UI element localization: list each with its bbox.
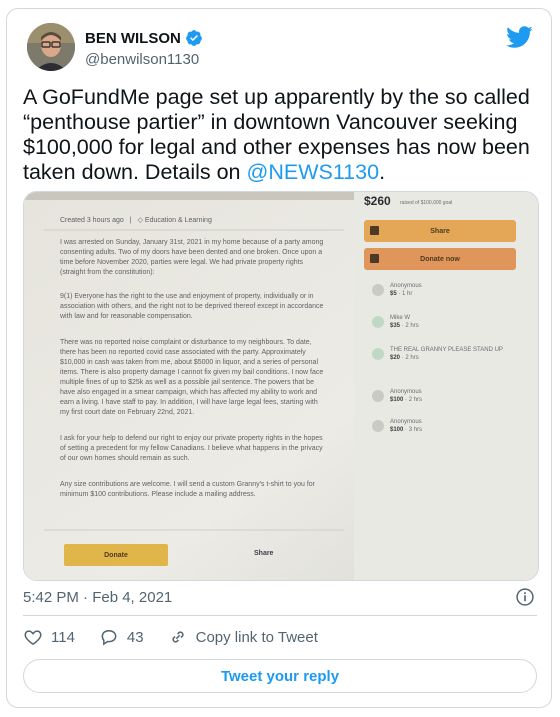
donor-time: 2 hrs	[405, 323, 419, 329]
like-count: 114	[51, 628, 75, 646]
author-name-row[interactable]	[85, 29, 203, 47]
donor-time: 2 hrs	[408, 397, 423, 403]
donate-square-icon	[370, 254, 379, 263]
donor-time: 3 hrs	[408, 427, 423, 433]
reply-count: 43	[126, 628, 144, 646]
copy-link-label: Copy link to Tweet	[195, 628, 318, 646]
donor-time: 2 hrs	[405, 355, 419, 361]
twitter-bird-icon[interactable]	[505, 23, 533, 51]
photo-amount: $260	[364, 194, 391, 208]
divider	[23, 615, 537, 616]
like-button[interactable]	[23, 627, 75, 647]
donor-icon	[372, 390, 384, 402]
avatar-photo-icon	[27, 23, 75, 71]
link-icon	[168, 627, 188, 647]
photo-created: Created 3 hours ago | ◇ Education & Learning	[60, 217, 212, 224]
donor-amount: $5	[390, 291, 397, 297]
donor-item: Anonymous $100 · 3 hrs	[390, 418, 510, 434]
verified-badge-icon	[185, 29, 203, 47]
tweet-reply-label: Tweet your reply	[220, 667, 340, 685]
donor-name: Mike W	[390, 315, 410, 321]
photo-donate-label: Donate	[104, 551, 128, 559]
photo-share-bottom[interactable]: Share	[254, 550, 274, 557]
photo-paragraph-4: I ask for your help to defend our right to enjoy our private property rights in the hopes of setting a precedent for my fellow Canadians. I believe what happens in the privacy of our own homes should remain as such.	[60, 435, 323, 462]
tweet-reply-button[interactable]	[23, 659, 537, 693]
donor-item: Anonymous $100 · 2 hrs	[390, 388, 510, 404]
donor-amount: $35	[390, 323, 401, 329]
tweet-card	[6, 8, 552, 708]
photo-share-label: Share	[430, 227, 450, 235]
donor-item: THE REAL GRANNY PLEASE STAND UP $20 · 2 hrs	[390, 346, 510, 362]
donor-item: Anonymous $5 · 1 hr	[390, 282, 510, 298]
tweet-body-end: .	[379, 160, 386, 184]
tweet-timestamp[interactable]: 5:42 PM · Feb 4, 2021	[23, 589, 173, 606]
tweet-body: A GoFundMe page set up apparently by the so called “penthouse partier” in downtown Vancouver seeking $100,000 for legal and other expenses has now been taken down. Details on	[23, 85, 530, 184]
donor-amount: $100	[390, 427, 404, 433]
photo-created-text: Created 3 hours ago	[60, 217, 124, 224]
donor-item: Mike W $35 · 2 hrs	[390, 314, 510, 330]
share-square-icon	[370, 226, 379, 235]
donor-name: THE REAL GRANNY PLEASE STAND UP	[390, 347, 503, 353]
author-handle[interactable]: @benwilson1130	[85, 51, 200, 68]
donor-name: Anonymous	[390, 419, 422, 425]
photo-paragraph-2: 9(1) Everyone has the right to the use and enjoyment of property, individually or in association with others, and the right not to be deprived thereof except in accordance with law and for reasonable compensation.	[60, 293, 324, 320]
copy-link-button[interactable]	[168, 627, 318, 647]
photo-share-button[interactable]	[364, 220, 516, 242]
photo-category: Education & Learning	[144, 217, 212, 224]
photo-goal: raised of $100,000 goal	[400, 200, 453, 206]
photo-paragraph-1: I was arrested on Sunday, January 31st, 2021 in my home because of a party among consenting adults. Two of my doors have been dented and one broken. Once upon a time before November 2020, parties were legal. We had private property rights (straight from the constitution):	[60, 239, 324, 276]
photo-paragraph-3: There was no reported noise complaint or disturbance to my neighbours. To date, there has been no reported covid case associated with the party. Approximately $10,000 in cash was taken from me, about $5000 in liquor, and a series of personal items. There is also property damage I cannot fix given my bail conditions. I now face multiple fines of up to $25k as well as a possible jail sentence. The powers that be have also engaged in a smear campaign, which has affected my ability to work and earn a living. I have staff to pay. In addition, I will have large legal fees, starting with my first court date on February 22nd, 2021.	[60, 339, 324, 416]
donor-amount: $100	[390, 397, 404, 403]
photo-donate-button[interactable]	[64, 544, 168, 566]
donor-icon	[372, 348, 384, 360]
tweet-text	[23, 85, 533, 185]
author-name[interactable]: BEN WILSON	[85, 29, 181, 47]
info-icon[interactable]	[515, 587, 535, 607]
donor-icon	[372, 316, 384, 328]
tweet-photo[interactable]	[23, 191, 539, 581]
donor-icon	[372, 284, 384, 296]
reply-bubble-icon	[99, 627, 119, 647]
avatar[interactable]	[27, 23, 75, 71]
reply-count-button[interactable]	[99, 627, 144, 647]
heart-icon	[23, 627, 43, 647]
photo-paragraph-5: Any size contributions are welcome. I will send a custom Granny's t-shirt to you for minimum $100 contributions. Please include a mailing address.	[60, 481, 315, 498]
donor-name: Anonymous	[390, 389, 422, 395]
tag-icon: ◇	[137, 217, 143, 224]
action-bar	[23, 627, 342, 647]
donor-name: Anonymous	[390, 283, 422, 289]
photo-donate-now-button[interactable]	[364, 248, 516, 270]
donor-amount: $20	[390, 355, 401, 361]
photo-donate-now-label: Donate now	[420, 255, 460, 263]
donor-icon	[372, 420, 384, 432]
mention-link[interactable]: @NEWS1130	[246, 160, 380, 184]
donor-time: 1 hr	[402, 291, 413, 297]
